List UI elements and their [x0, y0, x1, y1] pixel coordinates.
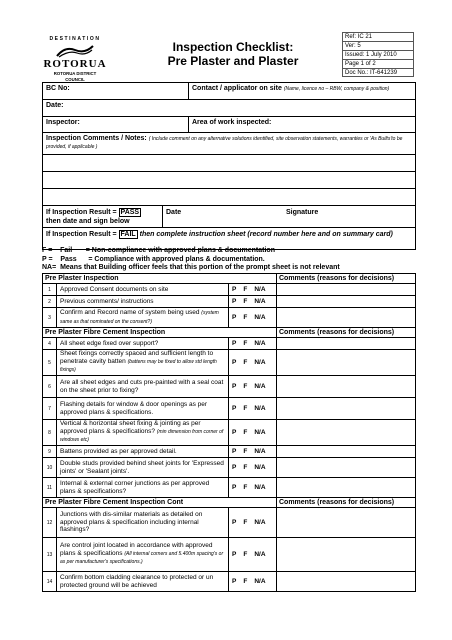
option-na[interactable]: N/A: [254, 519, 266, 526]
pass-text-2: then date and sign below: [46, 218, 130, 225]
pass-date-field[interactable]: [163, 206, 283, 227]
area-label: Area of work inspected:: [192, 119, 272, 126]
option-pass[interactable]: P: [232, 340, 237, 347]
option-na[interactable]: N/A: [254, 551, 266, 558]
title-line2: Pre Plaster and Plaster: [167, 54, 299, 68]
item-description: [57, 398, 229, 419]
option-fail[interactable]: F: [243, 464, 248, 471]
comments-header: Comments (reasons for decisions): [279, 275, 395, 282]
pass-row: [43, 206, 415, 228]
option-fail[interactable]: F: [243, 286, 248, 293]
item-number: 1: [43, 284, 57, 295]
section-header: [43, 328, 415, 338]
comments-field[interactable]: [43, 133, 415, 154]
option-pass[interactable]: P: [232, 484, 237, 491]
comment-cell[interactable]: [277, 458, 415, 477]
option-pass[interactable]: P: [232, 383, 237, 390]
result-options: [229, 446, 277, 457]
option-fail[interactable]: F: [243, 383, 248, 390]
section-title: Pre Plaster Inspection: [43, 274, 277, 283]
contact-note: (Name, licence no – RBW, company & position): [283, 86, 390, 92]
pass-text: If Inspection Result =: [46, 209, 119, 216]
comments-line-2[interactable]: [43, 172, 415, 189]
area-field[interactable]: [189, 117, 415, 132]
section-header: [43, 274, 415, 284]
comments-row: [43, 133, 415, 155]
item-number: 8: [43, 420, 57, 445]
item-note: (All internal corners and 5.400m spacing's or as per manufacturer's specifications.): [60, 550, 224, 566]
logo-mark-icon: [40, 44, 110, 60]
date-field[interactable]: [43, 100, 415, 116]
result-legend: [42, 247, 416, 273]
checklist-row: [43, 508, 415, 538]
section-title: Pre Plaster Fibre Cement Inspection Cont: [43, 498, 277, 507]
reference-box: [342, 32, 414, 77]
option-na[interactable]: N/A: [254, 340, 266, 347]
checklist-row: [43, 478, 415, 498]
option-na[interactable]: N/A: [254, 429, 266, 436]
option-fail[interactable]: F: [243, 359, 248, 366]
option-na[interactable]: N/A: [254, 578, 266, 585]
comment-cell[interactable]: [277, 398, 415, 419]
option-fail[interactable]: F: [243, 298, 248, 305]
result-options: [229, 398, 277, 419]
item-description: [57, 338, 229, 349]
checklist-row: [43, 284, 415, 296]
option-pass[interactable]: P: [232, 551, 237, 558]
option-fail[interactable]: F: [243, 551, 248, 558]
item-number: 7: [43, 398, 57, 419]
comment-cell[interactable]: [277, 572, 415, 591]
inspector-field[interactable]: [43, 117, 189, 132]
comment-cell[interactable]: [277, 446, 415, 457]
legend-na: NA= Means that Building officer feels that this portion of the prompt sheet is not relevant: [42, 264, 340, 271]
item-description: [57, 458, 229, 477]
pass-date-label: Date: [166, 209, 182, 216]
option-na[interactable]: N/A: [254, 359, 266, 366]
result-options: [229, 338, 277, 349]
item-number: 5: [43, 350, 57, 375]
option-na[interactable]: N/A: [254, 464, 266, 471]
item-text: Double studs provided behind sheet joints for 'Expressed joints' or 'Sealant joints'.: [60, 460, 224, 475]
option-pass[interactable]: P: [232, 464, 237, 471]
document-title: [148, 40, 318, 68]
bc-no-field[interactable]: [43, 83, 189, 99]
comment-cell[interactable]: [277, 338, 415, 349]
section-title: Pre Plaster Fibre Cement Inspection: [43, 328, 277, 337]
item-number: 4: [43, 338, 57, 349]
option-fail[interactable]: F: [243, 405, 248, 412]
item-number: 10: [43, 458, 57, 477]
checklist-row: [43, 350, 415, 376]
option-na[interactable]: N/A: [254, 314, 266, 321]
item-description: [57, 308, 229, 327]
item-description: [57, 478, 229, 497]
result-options: [229, 296, 277, 307]
inspection-form: [42, 82, 416, 250]
result-options: [229, 308, 277, 327]
item-note: (system same as that nominated on the consent?): [60, 310, 219, 325]
item-number: 12: [43, 508, 57, 537]
comment-cell[interactable]: [277, 308, 415, 327]
item-text: Vertical & horizontal sheet fixing & jointing as per approved plans & specifications?: [60, 420, 201, 435]
comment-cell[interactable]: [277, 538, 415, 571]
ref-doc-no: Doc No.: IT-641239: [342, 68, 414, 77]
fail-text: then complete instruction sheet (record number here and on summary card): [137, 231, 393, 238]
item-description: [57, 572, 229, 591]
option-pass[interactable]: P: [232, 286, 237, 293]
legend-pass: P = Pass = Compliance with approved plans & documentation.: [42, 255, 265, 263]
ref-version: Ver: 5: [342, 41, 414, 50]
option-fail[interactable]: F: [243, 484, 248, 491]
result-options: [229, 458, 277, 477]
result-options: [229, 478, 277, 497]
fail-instruction: [43, 228, 415, 249]
option-pass[interactable]: P: [232, 405, 237, 412]
option-fail[interactable]: F: [243, 314, 248, 321]
fail-prefix: If Inspection Result =: [46, 231, 119, 238]
checklist-row: [43, 458, 415, 478]
inspector-row: [43, 117, 415, 133]
option-fail[interactable]: F: [243, 578, 248, 585]
comment-cell[interactable]: [277, 376, 415, 397]
option-fail[interactable]: F: [243, 448, 248, 455]
option-pass[interactable]: P: [232, 298, 237, 305]
option-na[interactable]: N/A: [254, 405, 266, 412]
result-options: [229, 284, 277, 295]
ref-issued: Issued: 1 July 2010: [342, 50, 414, 59]
item-number: 14: [43, 572, 57, 591]
checklist-table: [42, 273, 416, 592]
comment-cell[interactable]: [277, 420, 415, 445]
checklist-row: [43, 296, 415, 308]
result-options: [229, 508, 277, 537]
result-options: [229, 538, 277, 571]
item-number: 2: [43, 296, 57, 307]
ref-number: Ref: IC 21: [342, 32, 414, 41]
checklist-row: [43, 308, 415, 328]
option-fail[interactable]: F: [243, 429, 248, 436]
item-number: 13: [43, 538, 57, 571]
item-text: Internal & external corner junctions as per approved plans & specifications?: [60, 480, 210, 495]
contact-label: Contact / applicator on site: [192, 85, 282, 92]
item-text: Previous comments/ instructions: [60, 297, 154, 305]
checklist-row: [43, 376, 415, 398]
date-label: Date:: [46, 102, 64, 109]
ref-page: Page 1 of 2: [342, 59, 414, 68]
date-row: [43, 100, 415, 117]
item-number: 6: [43, 376, 57, 397]
checklist-row: [43, 446, 415, 458]
result-options: [229, 572, 277, 591]
legend-fail: F = Fail = Non-compliance with approved plans & documentation: [42, 247, 275, 254]
comments-label: Inspection Comments / Notes:: [46, 135, 147, 142]
bc-no-label: BC No:: [46, 85, 70, 92]
logo-rotorua-text: ROTORUA: [43, 58, 107, 70]
option-pass[interactable]: P: [232, 519, 237, 526]
item-description: [57, 284, 229, 295]
result-options: [229, 350, 277, 375]
option-fail[interactable]: F: [243, 519, 248, 526]
pass-word: PASS: [120, 209, 140, 216]
option-pass[interactable]: P: [232, 429, 237, 436]
option-pass[interactable]: P: [232, 448, 237, 455]
checklist-row: [43, 338, 415, 350]
checklist-row: [43, 572, 415, 592]
item-text: Approved Consent documents on site: [60, 285, 169, 293]
item-text: All sheet edge fixed over support?: [60, 339, 159, 347]
item-text: Junctions with dis-similar materials as detailed on approved plans & specification including internal flashings?: [60, 511, 203, 534]
item-description: [57, 376, 229, 397]
item-description: [57, 296, 229, 307]
logo-council-line1: ROTORUA DISTRICT: [53, 71, 97, 76]
logo-council-line2: COUNCIL: [65, 77, 85, 82]
comment-cell[interactable]: [277, 508, 415, 537]
option-na[interactable]: N/A: [254, 286, 266, 293]
item-note: (battens may be fixed to allow std length fixings): [60, 358, 217, 374]
inspector-label: Inspector:: [46, 119, 80, 126]
destination-rotorua-logo: [40, 36, 110, 88]
comment-cell[interactable]: [277, 296, 415, 307]
item-text: Confirm bottom cladding clearance to protected or un protected ground will be achieved: [60, 574, 214, 589]
checklist-row: [43, 538, 415, 572]
section-header: [43, 498, 415, 508]
item-text: Confirm and Record name of system being used: [60, 309, 200, 316]
item-text: Battens provided as per approved detail.: [60, 447, 177, 455]
comments-header: Comments (reasons for decisions): [279, 329, 395, 336]
option-pass[interactable]: P: [232, 314, 237, 321]
comment-cell[interactable]: [277, 478, 415, 497]
comments-line-1[interactable]: [43, 155, 415, 172]
comments-header: Comments (reasons for decisions): [279, 499, 395, 506]
pass-instruction: [43, 206, 163, 227]
comments-line-3[interactable]: [43, 189, 415, 206]
item-text: Sheet fixings correctly spaced and sufficient length to penetrate cavity batten: [60, 350, 214, 365]
item-text: Flashing details for window & door openings as per approved plans & specifications.: [60, 401, 208, 416]
checklist-row: [43, 398, 415, 420]
option-na[interactable]: N/A: [254, 298, 266, 305]
result-options: [229, 420, 277, 445]
item-text: Are control joint located in accordance with approved plans & specifications: [60, 542, 213, 557]
item-text: Are all sheet edges and cuts pre-painted with a seal coat on the sheet prior to fixing?: [60, 379, 224, 394]
option-fail[interactable]: F: [243, 340, 248, 347]
contact-field[interactable]: [189, 83, 415, 99]
option-na[interactable]: N/A: [254, 383, 266, 390]
result-options: [229, 376, 277, 397]
comment-cell[interactable]: [277, 350, 415, 375]
signature-field[interactable]: [283, 206, 415, 227]
checklist-row: [43, 420, 415, 446]
item-description: [57, 446, 229, 457]
bc-contact-row: [43, 83, 415, 100]
item-number: 3: [43, 308, 57, 327]
item-description: [57, 420, 229, 445]
signature-label: Signature: [286, 209, 319, 216]
option-pass[interactable]: P: [232, 359, 237, 366]
fail-row: [43, 228, 415, 249]
logo-destination-text: DESTINATION: [49, 36, 101, 42]
fail-word: FAIL: [120, 231, 136, 238]
option-na[interactable]: N/A: [254, 448, 266, 455]
title-line1: Inspection Checklist:: [172, 40, 294, 54]
item-description: [57, 538, 229, 571]
option-na[interactable]: N/A: [254, 484, 266, 491]
item-description: [57, 508, 229, 537]
item-number: 9: [43, 446, 57, 457]
comments-note: ( Include comment on any alternative solutions identified, site observation statements, warranties or 'As Builts'to be provided, if applicable ): [46, 136, 403, 150]
item-note: (min dimension from corner of windows etc): [60, 428, 224, 444]
item-number: 11: [43, 478, 57, 497]
item-description: [57, 350, 229, 375]
comment-cell[interactable]: [277, 284, 415, 295]
option-pass[interactable]: P: [232, 578, 237, 585]
